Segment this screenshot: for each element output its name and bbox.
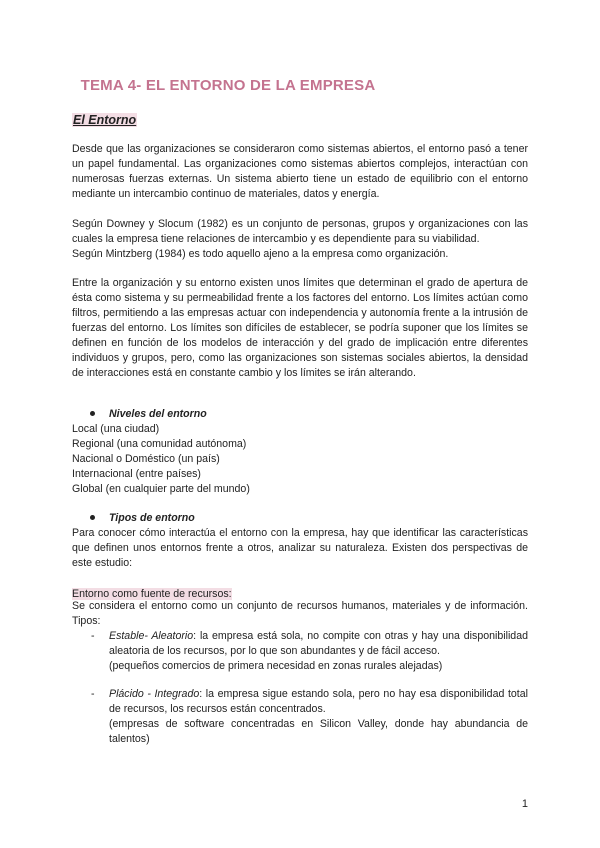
list-item: Nacional o Doméstico (un país) — [72, 453, 220, 465]
list-item: Global (en cualquier parte del mundo) — [72, 483, 250, 495]
dash-bullet: - — [91, 630, 95, 642]
recursos-intro: Se considera el entorno como un conjunto de recursos humanos, materiales y de información. Tipos: — [72, 600, 528, 627]
paragraph-definitions: Según Downey y Slocum (1982) es un conjunto de personas, grupos y organizaciones con las cuales la empresa tiene relaciones de intercambio y es dependiente para su viabilidad. Según Mintzberg (1984) es todo aquello ajeno a la empresa como organización. — [72, 218, 528, 260]
dash-bullet: - — [91, 688, 95, 700]
paragraph-intro: Desde que las organizaciones se consideraron como sistemas abiertos, el entorno pasó a tener un papel fundamental. Las organizaciones como sistemas abiertos complejos, interactúan con numerosas fuerzas externas. Un sistema abierto tiene un estado de equilibrio con el entorno mediante un intercambio continuo de materiales, datos y energía. — [72, 143, 528, 200]
bullet-icon — [90, 411, 95, 416]
document-title: TEMA 4- EL ENTORNO DE LA EMPRESA — [80, 77, 376, 94]
tipos-heading: Tipos de entorno — [90, 512, 195, 524]
paragraph-limits: Entre la organización y su entorno existen unos límites que determinan el grado de apertura de ésta como sistema y su permeabilidad frente a los factores del entorno. Los límites actúan como filtros, permitiendo a las empresas actuar con independencia y autonomía frente a la intrusión de fuerzas del entorno. Los límites son difíciles de establecer, se podría suponer que los límites se definen en función de los modelos de interacción y del grado de implicación entre diferentes individuos y grupos, pero, como las organizaciones son sistemas sociales abiertos, la densidad de interacciones está en constante cambio y los límites se irán alterando. — [72, 277, 528, 379]
tipos-intro: Para conocer cómo interactúa el entorno con la empresa, hay que identificar las características que definen unos entornos frente a otros, analizar su naturaleza. Existen dos perspectivas de este estudio: — [72, 527, 528, 569]
recursos-heading: Entorno como fuente de recursos: — [72, 588, 232, 600]
recurso-type-estable: Estable- Aleatorio: la empresa está sola, no compite con otras y hay una disponibilidad aleatoria de los recursos, por lo que son abundantes y de fácil acceso. (pequeños comercios de primera necesidad en zonas rurales alejadas) — [109, 630, 528, 672]
section-heading: El Entorno — [73, 113, 137, 127]
bullet-icon — [90, 515, 95, 520]
page-number: 1 — [521, 798, 528, 810]
recurso-type-placido: Plácido - Integrado: la empresa sigue estando sola, pero no hay esa disponibilidad total de recursos, los recursos están concentrados. (empresas de software concentradas en Silicon Valley, donde hay abundancia de talentos) — [109, 688, 528, 745]
list-item: Regional (una comunidad autónoma) — [72, 438, 247, 450]
niveles-heading: Niveles del entorno — [90, 408, 207, 420]
list-item: Local (una ciudad) — [72, 423, 160, 435]
niveles-list — [72, 422, 528, 497]
list-item: Internacional (entre países) — [72, 468, 201, 480]
